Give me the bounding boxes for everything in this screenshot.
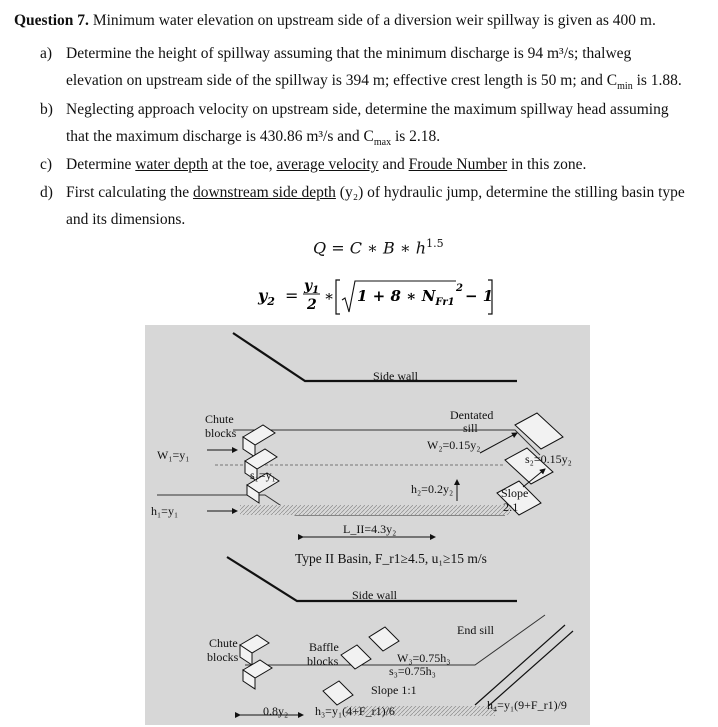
h2-label: h₂=0.2y₂ — [411, 482, 454, 496]
eq2-square: 2 — [456, 283, 463, 294]
spacing-label: 0.8y₂ — [263, 704, 289, 718]
equation-hydraulic-jump-svg — [256, 272, 496, 318]
baffle-label-a: Baffle — [309, 640, 339, 654]
item-a — [40, 40, 700, 100]
item-b-label: b) — [40, 101, 53, 118]
end-sill-label: End sill — [457, 623, 495, 637]
stilling-basin-diagram — [145, 325, 590, 725]
dentated-label-a: Dentated — [450, 408, 494, 422]
h4-label: h₄=y₁(9+F_r1)/9 — [487, 698, 567, 712]
baffle-label-b: blocks — [307, 654, 339, 668]
side-wall-label-1: Side wall — [373, 369, 418, 383]
w2-label: W₂=0.15y₂ — [427, 438, 481, 452]
upper-floor-hatch — [240, 505, 510, 515]
item-b-line1: Neglecting approach velocity on upstream side, determine the maximum spillway head assuming — [66, 101, 669, 118]
item-b — [40, 96, 700, 156]
equation-hydraulic-jump — [256, 272, 496, 318]
item-a-line2: elevation on upstream side of the spillway is 394 m; effective crest length is 50 m; and $C_{min}$ is 1.88. — [66, 72, 682, 93]
item-c-line1: Determine water depth at the toe, average velocity and Froude Number in this zone. — [66, 156, 587, 173]
eq2-radicand: 1 + 8 ∗ $N_{Fr1}$ — [357, 287, 455, 308]
s2-label: s₂=0.15y₂ — [525, 452, 572, 466]
item-d-label: d) — [40, 184, 53, 201]
eq2-denominator: 2 — [307, 297, 317, 313]
item-a-label: a) — [40, 45, 53, 62]
s1-label: s₁=y₁ — [250, 468, 276, 482]
equation-discharge: Q = C ∗ B ∗ $h^{1.5}$ — [313, 237, 444, 258]
item-d-line1: First calculating the downstream side depth (y₂) of hydraulic jump, determine the stilling basin type — [66, 184, 685, 201]
question-title: Minimum water elevation on upstream side of a diversion weir spillway is given as 400 m. — [92, 12, 656, 29]
item-d — [40, 179, 700, 233]
w1-label: W₁=y₁ — [157, 448, 190, 462]
slope-label-a: Slope — [501, 486, 529, 500]
chute-blocks-label-1b: blocks — [205, 426, 237, 440]
slope-label-b: 2:1 — [503, 500, 519, 514]
eq2-equals: = — [285, 286, 299, 305]
side-wall-label-2: Side wall — [352, 588, 397, 602]
slope-1-1-label: Slope 1:1 — [371, 683, 417, 697]
item-a-line1: Determine the height of spillway assuming that the minimum discharge is 94 m³/s; thalweg — [66, 45, 632, 62]
h3-label: h₃=y₁(4+F_r1)/6 — [315, 704, 395, 718]
question-header — [14, 12, 656, 30]
eq2-lhs: $y_2$ — [258, 286, 275, 308]
s3-label: s₃=0.75h₃ — [389, 664, 436, 678]
item-d-line2: and its dimensions. — [66, 211, 186, 228]
chute-blocks-label-2b: blocks — [207, 650, 239, 664]
chute-blocks-label-2a: Chute — [209, 636, 238, 650]
item-c-label: c) — [40, 156, 53, 173]
stilling-basin-figure — [145, 325, 590, 725]
length-label: L_II=4.3y₂ — [343, 522, 397, 536]
eq2-minus-one: − 1 — [465, 287, 494, 305]
h1-label: h₁=y₁ — [151, 504, 179, 518]
eq2-times: ∗ — [324, 287, 335, 305]
question-number: Question 7. — [14, 12, 89, 29]
item-c — [40, 151, 700, 178]
item-b-line2: that the maximum discharge is 430.86 m³/s and $C_{max}$ is 2.18. — [66, 128, 441, 149]
w3-label: W₃=0.75h₃ — [397, 651, 451, 665]
eq2-bracket-left — [336, 280, 340, 314]
type2-basin-caption: Type II Basin, F_r1≥4.5, u₁≥15 m/s — [295, 551, 487, 566]
chute-blocks-label-1a: Chute — [205, 412, 234, 426]
eq2-numerator: $y_1$ — [304, 278, 320, 296]
dentated-label-b: sill — [463, 421, 478, 435]
